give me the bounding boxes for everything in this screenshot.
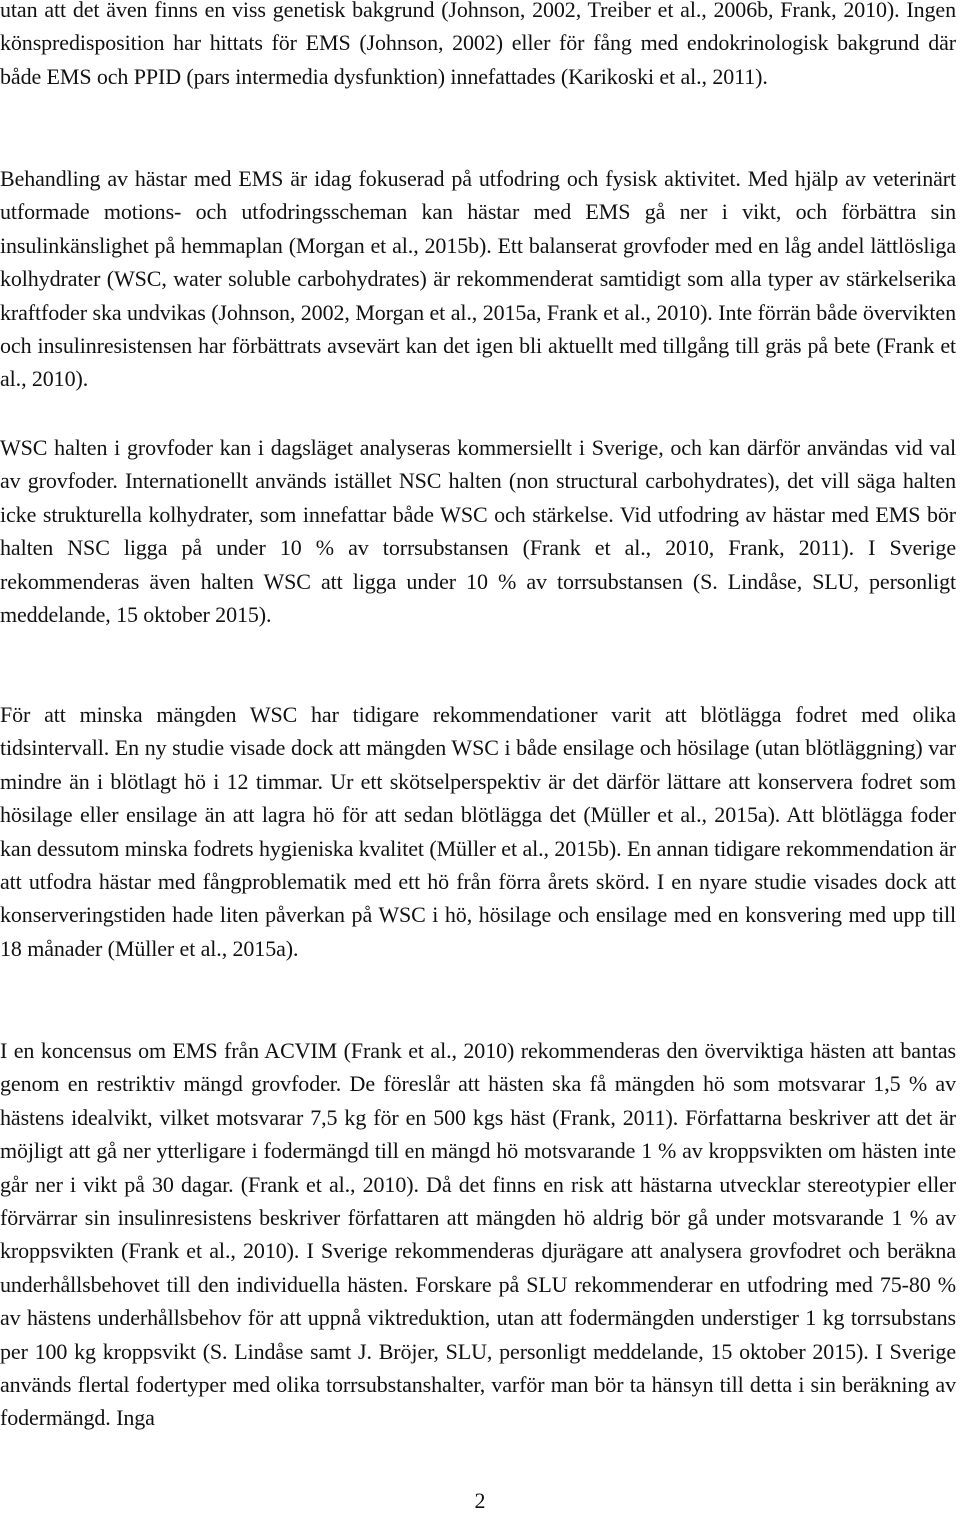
paragraph-3: WSC halten i grovfoder kan i dagsläget analyseras kommersiellt i Sverige, och kan därför användas vid val av grovfoder. Internationellt används istället NSC halten (non structural carbohydrates), det vill säga halten icke strukturella kolhydrater, som innefattar både WSC och stärkelse. Vid utfodring av hästar med EMS bör halten NSC ligga på under 10 % av torrsubstansen (Frank et al., 2010, Frank, 2011). I Sverige rekommenderas även halten WSC att ligga under 10 % av torrsubstansen (S. Lindåse, SLU, personligt meddelande, 15 oktober 2015). [0, 435, 956, 628]
paragraph-2: Behandling av hästar med EMS är idag fokuserad på utfodring och fysisk aktivitet. Med hjälp av veterinärt utformade motions- och utfodringsscheman kan hästar med EMS gå ner i vikt, och förbättra sin insulinkänslighet på hemmaplan (Morgan et al., 2015b). Ett balanserat grovfoder med en låg andel lättlösliga kolhydrater (WSC, water soluble carbohydrates) är rekommenderat samtidigt som alla typer av stärkelserika kraftfoder ska undvikas (Johnson, 2002, Morgan et al., 2015a, Frank et al., 2010). Inte förrän både övervikten och insulinresistensen har förbättrats avsevärt kan det igen bli aktuellt med tillgång till gräs på bete (Frank et al., 2010). [0, 166, 956, 392]
paragraph-4: För att minska mängden WSC har tidigare rekommendationer varit att blötlägga fodret med olika tidsintervall. En ny studie visade dock att mängden WSC i både ensilage och hösilage (utan blötläggning) var mindre än i blötlagt hö i 12 timmar. Ur ett skötselperspektiv är det därför lättare att konservera fodret som hösilage eller ensilage än att lagra hö för att sedan blötlägga det (Müller et al., 2015a). Att blötlägga foder kan dessutom minska fodrets hygieniska kvalitet (Müller et al., 2015b). En annan tidigare rekommendation är att utfodra hästar med fångproblematik med ett hö från förra årets skörd. I en nyare studie visades dock att konserveringstiden hade liten påverkan på WSC i hö, hösilage och ensilage med en konsvering med upp till 18 månader (Müller et al., 2015a). [0, 702, 956, 961]
page-number: 2 [474, 1488, 486, 1513]
paragraph-5: I en koncensus om EMS från ACVIM (Frank et al., 2010) rekommenderas den överviktiga hästen att bantas genom en restriktiv mängd grovfoder. De föreslår att hästen ska få mängden hö som motsvarar 1,5 % av hästens idealvikt, vilket motsvarar 7,5 kg för en 500 kgs häst (Frank, 2011). Författarna beskriver att det är möjligt att gå ner ytterligare i fodermängd till en mängd hö motsvarande 1 % av kroppsvikten om hästen inte går ner i vikt på 30 dagar. (Frank et al., 2010). Då det finns en risk att hästarna utvecklar stereotypier eller förvärrar sin insulinresistens beskriver författaren att mängden hö aldrig bör gå under motsvarande 1 % av kroppsvikten (Frank et al., 2010). I Sverige rekommenderas djurägare att analysera grovfodret och beräkna underhållsbehovet till den individuella hästen. Forskare på SLU rekommenderar en utfodring med 75-80 % av hästens underhållsbehov för att uppnå viktreduktion, utan att fodermängden understiger 1 kg torrsubstans per 100 kg kroppsvikt (S. Lindåse samt J. Bröjer, SLU, personligt meddelande, 15 oktober 2015). I Sverige används flertal fodertyper med olika torrsubstanshalter, varför man bör ta hänsyn till detta i sin beräkning av fodermängd. Inga [0, 1038, 956, 1431]
paragraph-1: utan att det även finns en viss genetisk bakgrund (Johnson, 2002, Treiber et al., 2006b, Frank, 2010). Ingen könspredisposition har hittats för EMS (Johnson, 2002) eller för fång med endokrinologisk bakgrund där både EMS och PPID (pars intermedia dysfunktion) innefattades (Karikoski et al., 2011). [0, 0, 956, 89]
